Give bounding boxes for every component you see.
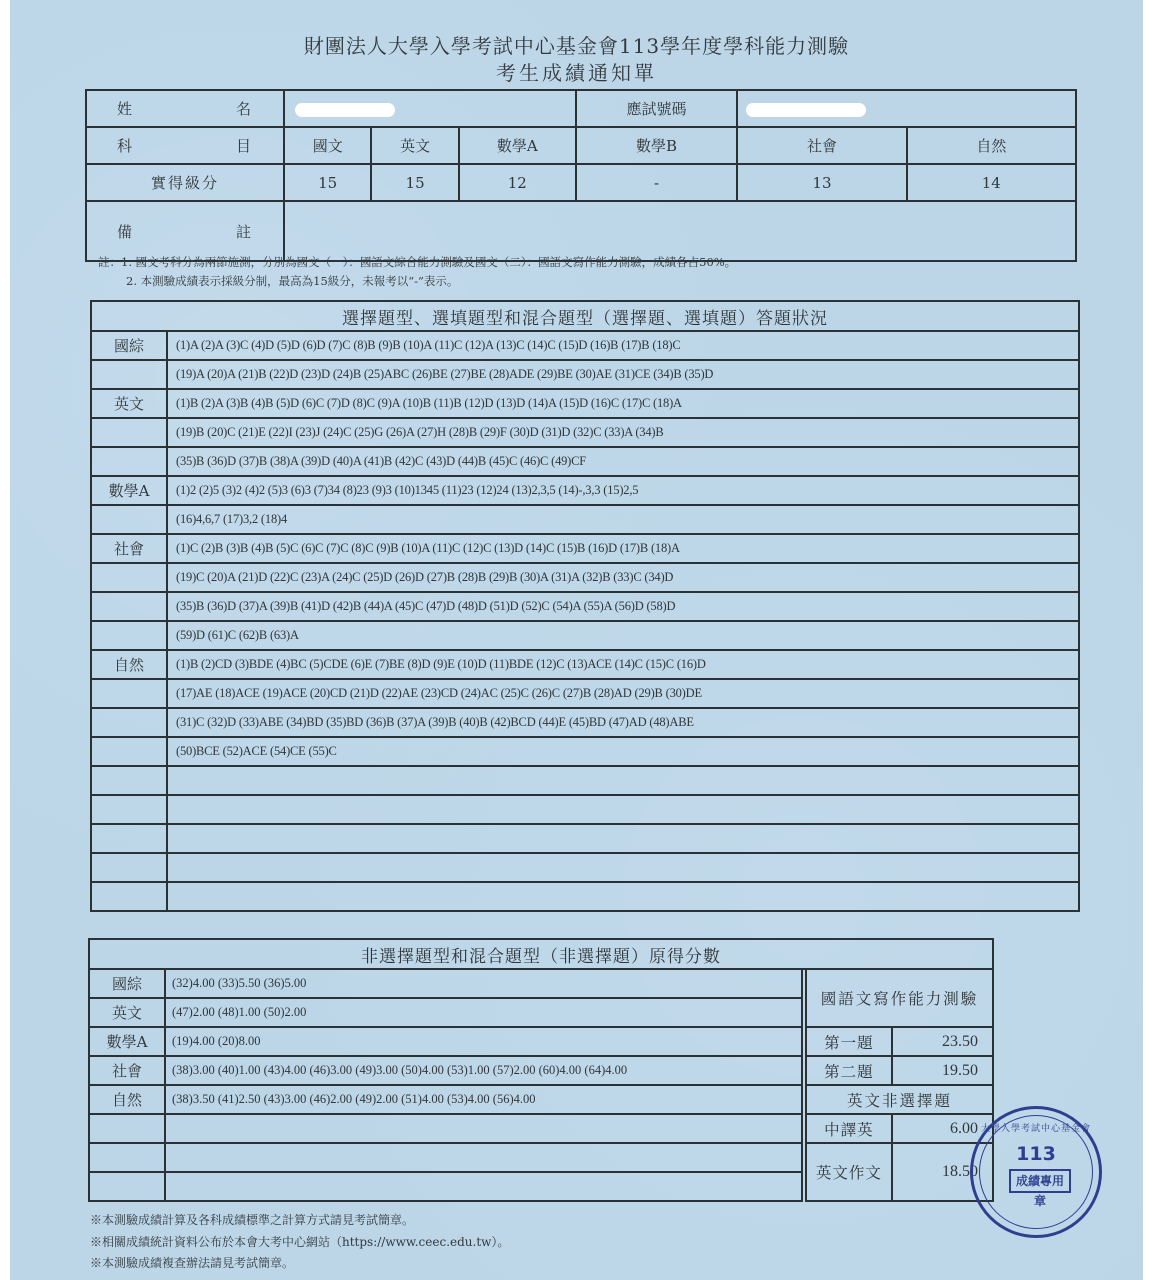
- answer-text: (1)2 (2)5 (3)2 (4)2 (5)3 (6)3 (7)34 (8)23 (9)3 (10)1345 (11)23 (12)24 (13)2,3,5 (14)-,3,3 (15)2,5: [167, 476, 1079, 505]
- answer-status-header: 選擇題型、選填題型和混合題型（選擇題、選填題）答題狀況: [91, 301, 1079, 331]
- name-label: 姓 名: [86, 90, 284, 127]
- exam-id-redaction: [746, 103, 866, 117]
- answer-subject: [91, 708, 167, 737]
- constructed-response-table: [88, 938, 994, 1202]
- answer-subject: [91, 360, 167, 389]
- cr-text: (32)4.00 (33)5.50 (36)5.00: [165, 969, 802, 998]
- cr-row: [89, 1056, 993, 1085]
- subject-chinese: 國文: [284, 127, 371, 164]
- cr-text: (47)2.00 (48)1.00 (50)2.00: [165, 998, 802, 1027]
- cr-row: [89, 1114, 993, 1143]
- answer-subject: [91, 592, 167, 621]
- writing-q1-label: 第一題: [806, 1027, 892, 1056]
- answer-text: (19)A (20)A (21)B (22)D (23)D (24)B (25)ABC (26)BE (27)BE (28)ADE (29)BE (30)AE (31)CE (34)B (35)D: [167, 360, 1079, 389]
- answer-row: [91, 592, 1079, 621]
- document-subtitle: 考生成績通知單: [496, 61, 657, 85]
- cr-text: [165, 1114, 802, 1143]
- score-label: 實得級分: [86, 164, 284, 201]
- exam-id-value: [737, 90, 1076, 127]
- answer-row: [91, 505, 1079, 534]
- name-redaction: [295, 103, 395, 117]
- answer-row-empty: [91, 853, 1079, 882]
- score-math-a: 12: [459, 164, 576, 201]
- official-seal-stamp: [970, 1106, 1102, 1238]
- writing-q1-score: 23.50: [892, 1027, 993, 1056]
- answer-text: (1)B (2)CD (3)BDE (4)BC (5)CDE (6)E (7)BE (8)D (9)E (10)D (11)BDE (12)C (13)ACE (14)C (15)C (16)D: [167, 650, 1079, 679]
- cr-subject: [89, 1172, 165, 1201]
- translation-label: 中譯英: [806, 1114, 892, 1143]
- answer-row: [91, 534, 1079, 563]
- score-chinese: 15: [284, 164, 371, 201]
- answer-text: [167, 766, 1079, 795]
- cr-text: (19)4.00 (20)8.00: [165, 1027, 802, 1056]
- answer-row-empty: [91, 766, 1079, 795]
- subject-social: 社會: [737, 127, 906, 164]
- answer-subject: [91, 824, 167, 853]
- note-2: 2. 本測驗成績表示採級分制，最高為15級分，未報考以“-”表示。: [126, 274, 459, 288]
- answer-row: [91, 447, 1079, 476]
- answer-row-empty: [91, 882, 1079, 911]
- answer-text: (1)B (2)A (3)B (4)B (5)D (6)C (7)D (8)C (9)A (10)B (11)B (12)D (13)D (14)A (15)D (16)C (17)C (18)A: [167, 389, 1079, 418]
- note-1: 註：1. 國文考科分為兩節施測，分別為國文（一）：國語文綜合能力測驗及國文（二）：國語文寫作能力測驗，成績各占50%。: [98, 255, 737, 269]
- cr-subject: 數學A: [89, 1027, 165, 1056]
- cr-subject: [89, 1143, 165, 1172]
- answer-text: (35)B (36)D (37)B (38)A (39)D (40)A (41)B (42)C (43)D (44)B (45)C (46)C (49)CF: [167, 447, 1079, 476]
- seal-ring-text: 大學入學考試中心基金會: [980, 1124, 1091, 1134]
- subject-science: 自然: [907, 127, 1076, 164]
- answer-subject: 英文: [91, 389, 167, 418]
- answer-text: (16)4,6,7 (17)3,2 (18)4: [167, 505, 1079, 534]
- answer-subject: [91, 679, 167, 708]
- answer-subject: [91, 737, 167, 766]
- answer-row: [91, 679, 1079, 708]
- subject-english: 英文: [371, 127, 458, 164]
- score-english: 15: [371, 164, 458, 201]
- answer-row-empty: [91, 824, 1079, 853]
- remark-row: [86, 201, 1076, 261]
- footer-note-1: ※本測驗成績計算及各科成績標準之計算方式請見考試簡章。: [90, 1213, 415, 1227]
- answer-text: (50)BCE (52)ACE (54)CE (55)C: [167, 737, 1079, 766]
- answer-text: [167, 824, 1079, 853]
- answer-subject: [91, 447, 167, 476]
- subject-math-b: 數學B: [576, 127, 738, 164]
- answer-row: [91, 476, 1079, 505]
- answer-text: [167, 853, 1079, 882]
- answer-row: [91, 331, 1079, 360]
- answer-text: (19)C (20)A (21)D (22)C (23)A (24)C (25)D (26)D (27)B (28)B (29)B (30)A (31)A (32)B (33)C (34)D: [167, 563, 1079, 592]
- cr-row: [89, 969, 993, 998]
- answer-row: [91, 621, 1079, 650]
- score-report-paper: [10, 0, 1143, 1280]
- composition-score: 18.50: [892, 1143, 993, 1201]
- cr-text: (38)3.50 (41)2.50 (43)3.00 (46)2.00 (49)2.00 (51)4.00 (53)4.00 (56)4.00: [165, 1085, 802, 1114]
- score-summary-table: [85, 89, 1077, 262]
- exam-id-label: 應試號碼: [576, 90, 738, 127]
- answer-row-empty: [91, 795, 1079, 824]
- cr-text: [165, 1143, 802, 1172]
- answer-text: (17)AE (18)ACE (19)ACE (20)CD (21)D (22)AE (23)CD (24)AC (25)C (26)C (27)B (28)AD (29)B (30)DE: [167, 679, 1079, 708]
- subject-row: [86, 127, 1076, 164]
- subject-math-a: 數學A: [459, 127, 576, 164]
- writing-q2-score: 19.50: [892, 1056, 993, 1085]
- answer-subject: [91, 505, 167, 534]
- cr-subject: 自然: [89, 1085, 165, 1114]
- answer-status-table: [90, 300, 1080, 912]
- answer-text: [167, 882, 1079, 911]
- answer-subject: 自然: [91, 650, 167, 679]
- score-social: 13: [737, 164, 906, 201]
- answer-subject: [91, 795, 167, 824]
- answer-text: (59)D (61)C (62)B (63)A: [167, 621, 1079, 650]
- cr-subject: 國綜: [89, 969, 165, 998]
- answer-subject: [91, 563, 167, 592]
- answer-subject: 國綜: [91, 331, 167, 360]
- composition-label: 英文作文: [806, 1143, 892, 1201]
- cr-row: [89, 1085, 993, 1114]
- cr-row: [89, 1143, 993, 1172]
- answer-text: (35)B (36)D (37)A (39)B (41)D (42)B (44)A (45)C (47)D (48)D (51)D (52)C (54)A (55)A (56)D (58)D: [167, 592, 1079, 621]
- cr-text: [165, 1172, 802, 1201]
- answer-subject: [91, 621, 167, 650]
- answer-text: (19)B (20)C (21)E (22)I (23)J (24)C (25)G (26)A (27)H (28)B (29)F (30)D (31)D (32)C (33)A (34)B: [167, 418, 1079, 447]
- answer-row: [91, 360, 1079, 389]
- answer-text: (31)C (32)D (33)ABE (34)BD (35)BD (36)B (37)A (39)B (40)B (42)BCD (44)E (45)BD (47)AD (48)ABE: [167, 708, 1079, 737]
- seal-year: 113: [1016, 1143, 1056, 1165]
- answer-row: [91, 737, 1079, 766]
- footer-note-3: ※本測驗成績複查辦法請見考試簡章。: [90, 1256, 295, 1270]
- answer-subject: [91, 882, 167, 911]
- answer-subject: [91, 853, 167, 882]
- subject-label: 科 目: [86, 127, 284, 164]
- answer-subject: 數學A: [91, 476, 167, 505]
- remark-value: [284, 201, 1076, 261]
- answer-row: [91, 389, 1079, 418]
- score-math-b: -: [576, 164, 738, 201]
- english-nonchoice-header: 英文非選擇題: [806, 1085, 993, 1114]
- answer-row: [91, 650, 1079, 679]
- writing-q2-label: 第二題: [806, 1056, 892, 1085]
- translation-score: 6.00: [892, 1114, 993, 1143]
- cr-subject: 英文: [89, 998, 165, 1027]
- answer-subject: [91, 766, 167, 795]
- cr-subject: 社會: [89, 1056, 165, 1085]
- answer-row: [91, 563, 1079, 592]
- answer-text: (1)C (2)B (3)B (4)B (5)C (6)C (7)C (8)C (9)B (10)A (11)C (12)C (13)D (14)C (15)B (16)D (17)B (18)A: [167, 534, 1079, 563]
- footer-note-2: ※相關成績統計資料公布於本會大考中心網站（https://www.ceec.edu.tw）。: [90, 1235, 510, 1249]
- answer-row: [91, 708, 1079, 737]
- answer-subject: [91, 418, 167, 447]
- remark-label: 備 註: [86, 201, 284, 261]
- score-science: 14: [907, 164, 1076, 201]
- cr-subject: [89, 1114, 165, 1143]
- answer-text: [167, 795, 1079, 824]
- seal-box-text: 成績專用章: [1009, 1169, 1071, 1193]
- cr-text: (38)3.00 (40)1.00 (43)4.00 (46)3.00 (49)3.00 (50)4.00 (53)1.00 (57)2.00 (60)4.00 (64)4.00: [165, 1056, 802, 1085]
- answer-row: [91, 418, 1079, 447]
- score-row: [86, 164, 1076, 201]
- name-row: [86, 90, 1076, 127]
- constructed-response-header: 非選擇題型和混合題型（非選擇題）原得分數: [89, 939, 993, 969]
- writing-test-header: 國語文寫作能力測驗: [806, 969, 993, 1027]
- answer-text: (1)A (2)A (3)C (4)D (5)D (6)D (7)C (8)B (9)B (10)A (11)C (12)A (13)C (14)C (15)D (16)B (17)B (18)C: [167, 331, 1079, 360]
- answer-subject: 社會: [91, 534, 167, 563]
- name-value: [284, 90, 576, 127]
- cr-row: [89, 1027, 993, 1056]
- document-title: 財團法人大學入學考試中心基金會113學年度學科能力測驗: [303, 34, 850, 58]
